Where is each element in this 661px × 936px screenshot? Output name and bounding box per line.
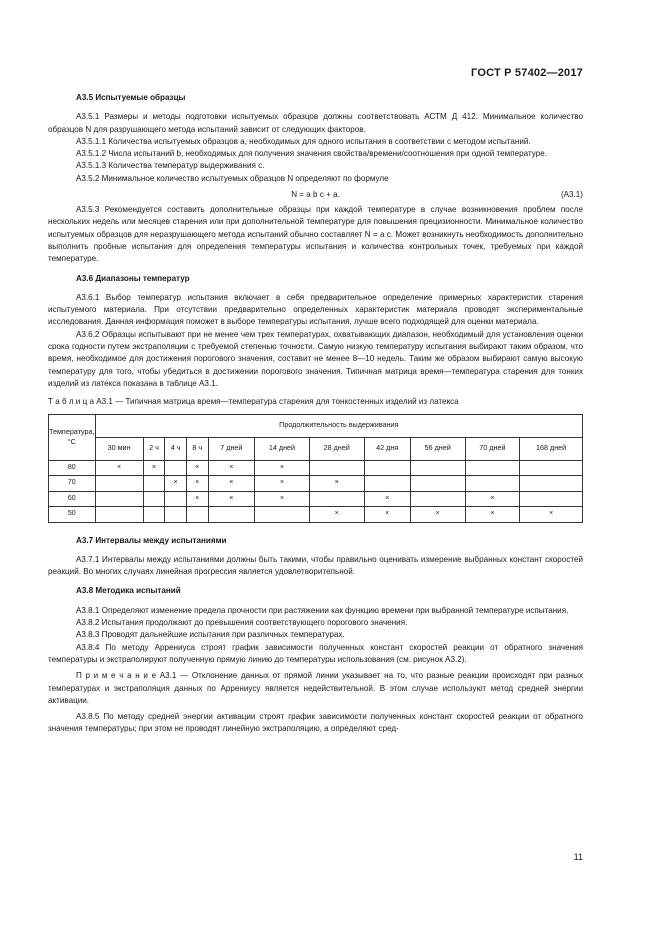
matrix-cell bbox=[165, 507, 187, 523]
paragraph: А3.6.2 Образцы испытывают при не менее чем трех температурах, охватывающих диапазон, необходимый для установления оценки срока годности путем экстраполяции с требуемой степенью точности. Самую низкую температуру испытания выбирают таким образом, что время, необходимое для достижения порогового значения, составит не менее 8—10 недель. Таким же образом выбирают самую высокую температуру для того, чтобы убедиться в достижении порогового значения. Типичная матрица время—температура старения для тонких изделий из латекса показана в таблице А3.1. bbox=[48, 329, 583, 388]
matrix-cell bbox=[520, 460, 583, 476]
matrix-cell bbox=[255, 507, 310, 523]
paragraph: А3.8.2 Испытания продолжают до превышения соответствующего порогового значения. bbox=[76, 618, 408, 628]
matrix-cell bbox=[364, 476, 410, 492]
matrix-cell: × bbox=[410, 507, 465, 523]
paragraph: А3.5.1 Размеры и методы подготовки испытуемых образцов должны соответствовать АСТМ Д 412. Минимальное количество образцов N для разрушающего метода испытаний зависит от следующих факторов. bbox=[48, 112, 583, 134]
matrix-cell bbox=[95, 507, 143, 523]
duration-column-header: 30 мин bbox=[95, 437, 143, 460]
temperature-cell: 50 bbox=[49, 507, 96, 523]
duration-column-header: 7 дней bbox=[208, 437, 255, 460]
formula-a31 bbox=[48, 185, 583, 204]
matrix-cell: × bbox=[143, 460, 165, 476]
aging-matrix-table bbox=[48, 414, 583, 523]
duration-column-header: 8 ч bbox=[186, 437, 208, 460]
matrix-cell bbox=[208, 507, 255, 523]
formula-number: (А3.1) bbox=[560, 190, 583, 200]
matrix-cell bbox=[465, 476, 520, 492]
matrix-cell: × bbox=[208, 476, 255, 492]
matrix-cell bbox=[143, 491, 165, 507]
matrix-cell bbox=[520, 476, 583, 492]
duration-column-header: 42 дня bbox=[364, 437, 410, 460]
matrix-cell bbox=[165, 460, 187, 476]
duration-column-header: 168 дней bbox=[520, 437, 583, 460]
matrix-cell bbox=[143, 507, 165, 523]
section-heading-a36: А3.6 Диапазоны температур bbox=[76, 273, 190, 283]
section-heading-a38: А3.8 Методика испытаний bbox=[76, 586, 181, 596]
matrix-cell bbox=[465, 460, 520, 476]
formula: N = a b c + a. bbox=[291, 190, 340, 200]
matrix-cell bbox=[95, 476, 143, 492]
duration-group-header: Продолжительность выдерживания bbox=[95, 414, 582, 437]
paragraph: А3.8.1 Определяют изменение предела прочности при растяжении как функцию времени при выбранной температуре испытания. bbox=[76, 605, 569, 615]
paragraph: А3.7.1 Интервалы между испытаниями должны быть такими, чтобы правильно оценивать измерение выбранных констант скоростей реакций. Во многих случаях линейная прогрессия является удовлетворительной. bbox=[48, 554, 583, 577]
table-caption-text: А3.1 — Типичная матрица время—температура старения для тонкостенных изделий из латекса bbox=[93, 397, 459, 407]
matrix-cell bbox=[143, 476, 165, 492]
paragraph: А3.8.4 По методу Аррениуса строят график зависимости полученных констант скоростей реакции от обратного значения температуры и экстраполируют полученную прямую линию до температуры использования (см. рисунок А3.2). bbox=[48, 642, 583, 664]
note-prefix: П р и м е ч а н и е bbox=[76, 671, 157, 681]
matrix-cell bbox=[520, 491, 583, 507]
matrix-cell: × bbox=[95, 460, 143, 476]
matrix-cell bbox=[95, 491, 143, 507]
matrix-cell: × bbox=[186, 491, 208, 507]
paragraph: А3.5.3 Рекомендуется составить дополнительные образцы при каждой температуре в случае возникновения проблем после нескольких недель или месяцев старения или при дополнительной температуре для повышения прецизионности. Минимальное количество испытуемых образцов для неразрушающего метода испытаний обычно составляет N = a c. Может возникнуть необходимость дополнительно выполнить пробные испытания для определения температуры испытания и количества контрольных точек, требуемых при каждой температуре. bbox=[48, 205, 583, 264]
matrix-cell bbox=[364, 460, 410, 476]
duration-column-header: 28 дней bbox=[309, 437, 364, 460]
duration-column-header: 14 дней bbox=[255, 437, 310, 460]
paragraph: А3.8.5 По методу средней энергии активации строят график зависимости полученных констант скоростей реакции от обратного значения температуры; при этом не проводят линейную экстраполяцию, а определяют сред- bbox=[48, 712, 583, 734]
matrix-cell: × bbox=[309, 507, 364, 523]
matrix-cell: × bbox=[208, 491, 255, 507]
note-text: А3.1 — Отклонение данных от прямой линии указывает на то, что разные реакции происходят при разных температурах и экстраполяция данных по Аррениусу является недействительной. В этом случае используют метод средней энергии активации. bbox=[48, 671, 584, 705]
matrix-cell bbox=[309, 460, 364, 476]
table-row bbox=[49, 507, 583, 523]
temperature-cell: 60 bbox=[49, 491, 96, 507]
page-number: 11 bbox=[573, 852, 583, 862]
duration-column-header: 2 ч bbox=[143, 437, 165, 460]
matrix-cell bbox=[165, 491, 187, 507]
matrix-cell: × bbox=[255, 491, 310, 507]
matrix-cell: × bbox=[186, 476, 208, 492]
table-caption bbox=[48, 396, 583, 408]
matrix-cell bbox=[186, 507, 208, 523]
section-heading-a35: А3.5 Испытуемые образцы bbox=[76, 93, 186, 102]
note bbox=[48, 670, 583, 707]
matrix-cell: × bbox=[465, 491, 520, 507]
paragraph: А3.5.2 Минимальное количество испытуемых образцов N определяют по формуле bbox=[76, 173, 389, 183]
document-id: ГОСТ Р 57402—2017 bbox=[471, 67, 583, 79]
paragraph: А3.5.1.1 Количества испытуемых образцов a, необходимых для одного испытания в соответствии с методом испытаний. bbox=[76, 136, 531, 146]
matrix-cell: × bbox=[364, 507, 410, 523]
matrix-cell: × bbox=[255, 476, 310, 492]
matrix-cell: × bbox=[208, 460, 255, 476]
matrix-cell bbox=[410, 491, 465, 507]
paragraph: А3.5.1.2 Числа испытаний b, необходимых для получения значения свойства/времени/соотношения при одной температуре. bbox=[76, 149, 547, 159]
temperature-header: Температура, °С bbox=[49, 414, 96, 460]
matrix-cell: × bbox=[520, 507, 583, 523]
matrix-cell: × bbox=[165, 476, 187, 492]
table-caption-prefix: Т а б л и ц а bbox=[48, 397, 94, 407]
paragraph: А3.5.1.3 Количества температур выдерживания c. bbox=[76, 161, 265, 171]
matrix-cell: × bbox=[465, 507, 520, 523]
matrix-cell: × bbox=[255, 460, 310, 476]
duration-column-header: 56 дней bbox=[410, 437, 465, 460]
table-row bbox=[49, 460, 583, 476]
temperature-cell: 70 bbox=[49, 476, 96, 492]
matrix-cell bbox=[309, 491, 364, 507]
duration-column-header: 70 дней bbox=[465, 437, 520, 460]
matrix-cell: × bbox=[309, 476, 364, 492]
section-heading-a37: А3.7 Интервалы между испытаниями bbox=[76, 535, 227, 545]
paragraph: А3.8.3 Проводят дальнейшие испытания при различных температурах. bbox=[76, 630, 345, 640]
table-row bbox=[49, 476, 583, 492]
duration-column-header: 4 ч bbox=[165, 437, 187, 460]
matrix-cell: × bbox=[364, 491, 410, 507]
matrix-cell bbox=[410, 460, 465, 476]
matrix-cell: × bbox=[186, 460, 208, 476]
temperature-cell: 80 bbox=[49, 460, 96, 476]
table-row bbox=[49, 491, 583, 507]
matrix-cell bbox=[410, 476, 465, 492]
page-content bbox=[48, 92, 583, 736]
paragraph: А3.6.1 Выбор температур испытания включает в себя предварительное определение примерных характеристик старения испытуемого материала. При отсутствии предварительно определенных характеристик материала проводят экспериментальные исследования. Данная информация поможет в выборе температуры испытания, лучше всего подходящей для оценки материала. bbox=[48, 292, 583, 327]
